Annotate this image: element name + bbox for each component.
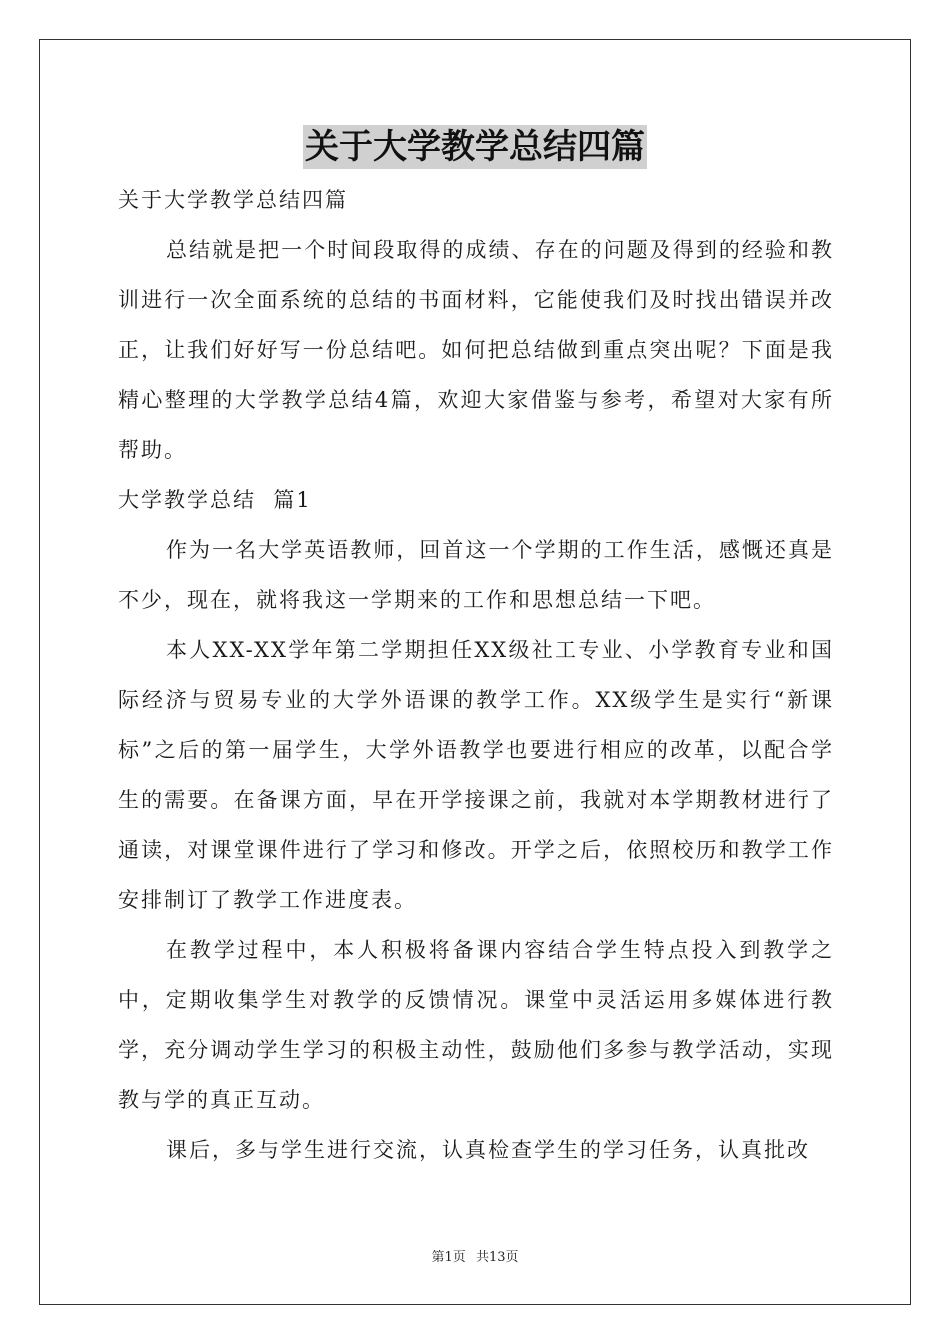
document-title: 关于大学教学总结四篇 [305, 127, 645, 167]
intro-paragraph: 总结就是把一个时间段取得的成绩、存在的问题及得到的经验和教训进行一次全面系统的总结的书面材料，它能使我们及时找出错误并改正，让我们好好写一份总结吧。如何把总结做到重点突出呢？下面是我精心整理的大学教学总结4篇，欢迎大家借鉴与参考，希望对大家有所帮助。 [118, 238, 834, 462]
body-paragraph: 作为一名大学英语教师，回首这一个学期的工作生活，感慨还真是不少，现在，就将我这一学期来的工作和思想总结一下吧。 [118, 538, 834, 612]
total-pages: 共13页 [475, 1250, 519, 1265]
section-heading: 大学教学总结 篇1 [118, 488, 312, 512]
page-footer [0, 1246, 950, 1265]
body-paragraph: 在教学过程中，本人积极将备课内容结合学生特点投入到教学之中，定期收集学生对教学的反馈情况。课堂中灵活运用多媒体进行教学，充分调动学生学习的积极主动性，鼓励他们多参与教学活动，实现教与学的真正互动。 [118, 938, 834, 1112]
page-number: 第1页 [431, 1250, 466, 1265]
body-paragraph: 本人XX-XX学年第二学期担任XX级社工专业、小学教育专业和国际经济与贸易专业的大学外语课的教学工作。XX级学生是实行“新课标”之后的第一届学生，大学外语教学也要进行相应的改革，以配合学生的需要。在备课方面，早在开学接课之前，我就对本学期教材进行了通读，对课堂课件进行了学习和修改。开学之后，依照校历和教学工作安排制订了教学工作进度表。 [118, 638, 834, 912]
document-subtitle: 关于大学教学总结四篇 [118, 188, 348, 212]
title-container [0, 125, 950, 169]
body-paragraph: 课后，多与学生进行交流，认真检查学生的学习任务，认真批改 [166, 1138, 810, 1162]
document-body [118, 175, 834, 1175]
